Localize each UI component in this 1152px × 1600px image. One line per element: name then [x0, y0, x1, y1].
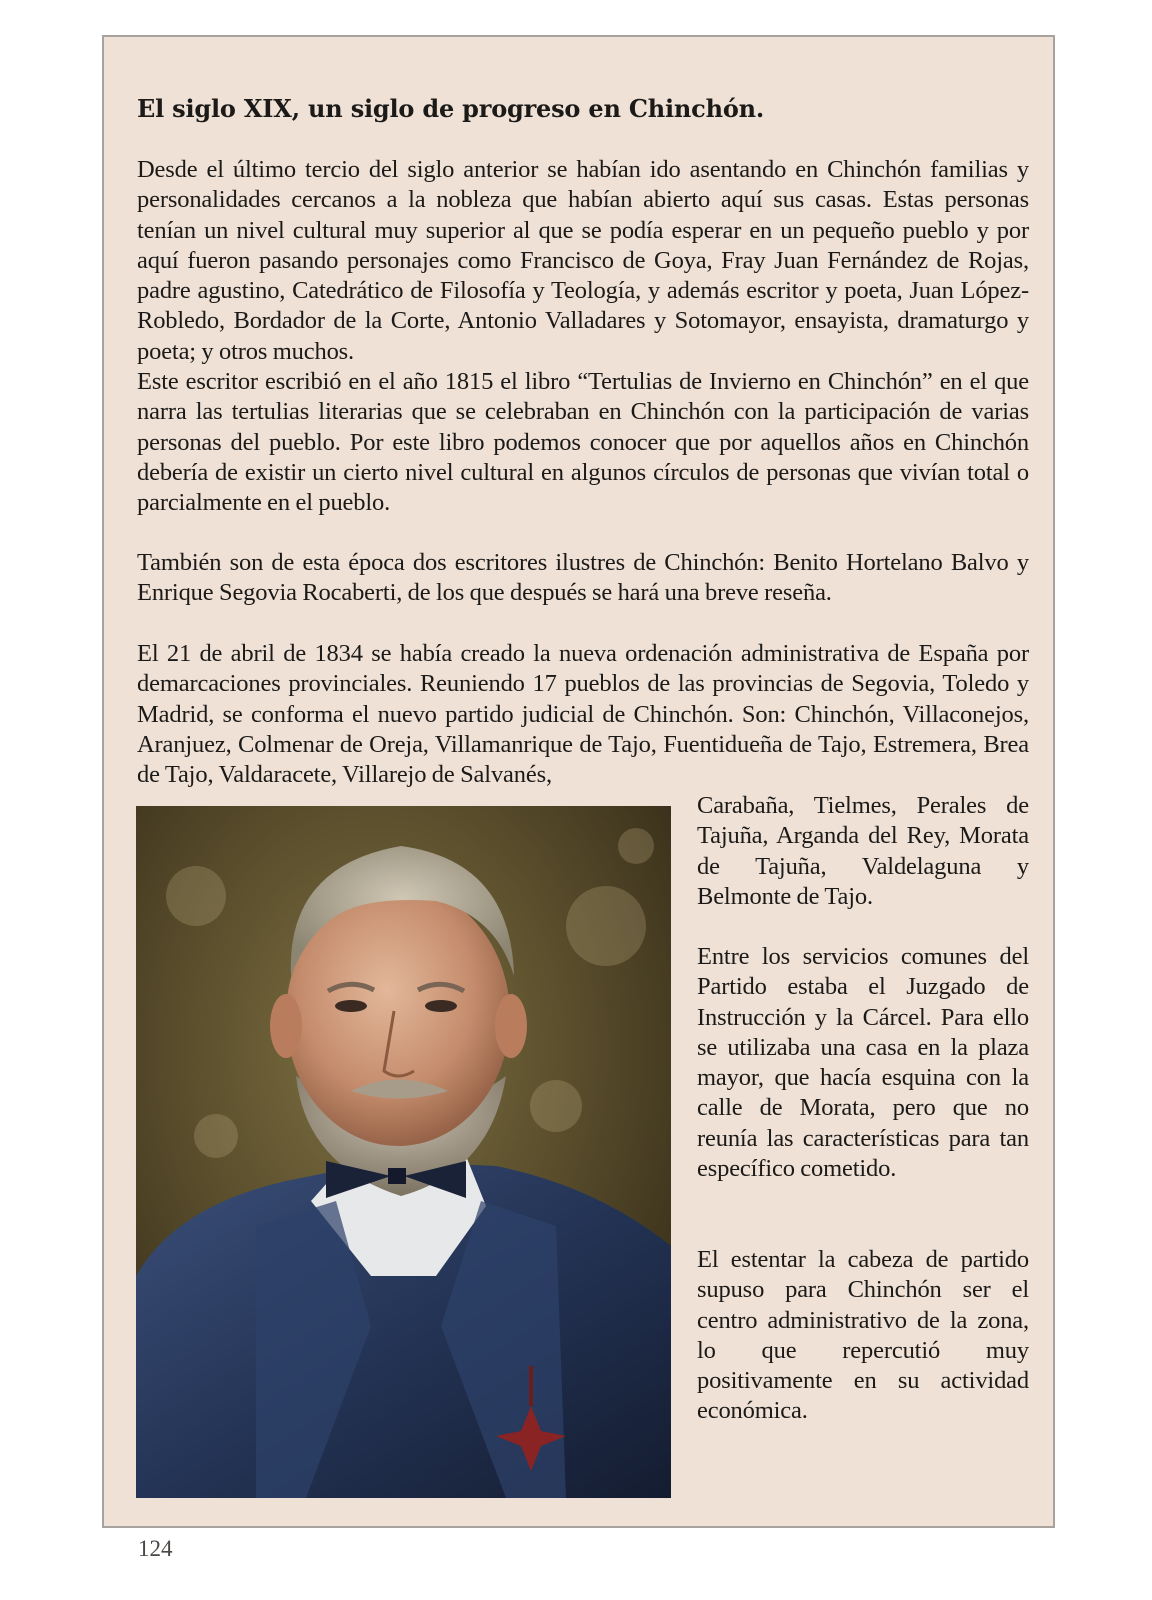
paragraph-6: El estentar la cabeza de partido supuso para Chinchón ser el centro administrativo de la zona, lo que repercutió muy positivamente en su actividad económica. — [697, 1246, 1029, 1425]
paragraph-1: Desde el último tercio del siglo anterior se habían ido asentando en Chinchón familias y personalidades cercanos a la nobleza que habían abierto aquí sus casas. Estas personas tenían un nivel cultural muy superior al que se podía esperar en un pequeño pueblo y por aquí fueron pasando personajes como Francisco de Goya, Fray Juan Fernández de Rojas, padre agustino, Catedrático de Filosofía y Teología, y además escritor y poeta, Juan López-Robledo, Bordador de la Corte, Antonio Valladares y Sotomayor, ensayista, dramaturgo y poeta; y otros muchos. — [137, 156, 1029, 365]
portrait-painting — [136, 806, 671, 1498]
paragraph-5: Entre los servicios comunes del Partido estaba el Juzgado de Instrucción y la Cárcel. Para ello se utilizaba una casa en la plaza mayor, que hacía esquina con la calle de Morata, pero que no reunía las características para tan específico cometido. — [697, 943, 1029, 1183]
paragraph-4: El 21 de abril de 1834 se había creado la nueva ordenación administrativa de España por demarcaciones provinciales. Reuniendo 17 pueblos de las provincias de Segovia, Toledo y Madrid, se conforma el nuevo partido judicial de Chinchón. Son: Chinchón, Villaconejos, Aranjuez, Colmenar de Oreja, Villamanrique de Tajo, Fuentidueña de Tajo, Estremera, Brea de Tajo, Valdaracete, Villarejo de Salvanés, — [137, 640, 1029, 789]
paragraph-4-continued: Carabaña, Tielmes, Perales de Tajuña, Arganda del Rey, Morata de Tajuña, Valdelaguna y Belmonte de Tajo. — [697, 792, 1029, 910]
paragraph-2: Este escritor escribió en el año 1815 el libro “Tertulias de Invierno en Chinchón” en el que narra las tertulias literarias que se celebraban en Chinchón con la participación de varias personas del pueblo. Por este libro podemos conocer que por aquellos años en Chinchón debería de existir un cierto nivel cultural en algunos círculos de personas que vivían total o parcialmente en el pueblo. — [137, 368, 1029, 517]
paragraph-3: También son de esta época dos escritores ilustres de Chinchón: Benito Hortelano Balvo y Enrique Segovia Rocaberti, de los que después se hará una breve reseña. — [137, 549, 1029, 607]
page-title: El siglo XIX, un siglo de progreso en Chinchón. — [137, 94, 765, 123]
page-number: 124 — [138, 1536, 173, 1561]
